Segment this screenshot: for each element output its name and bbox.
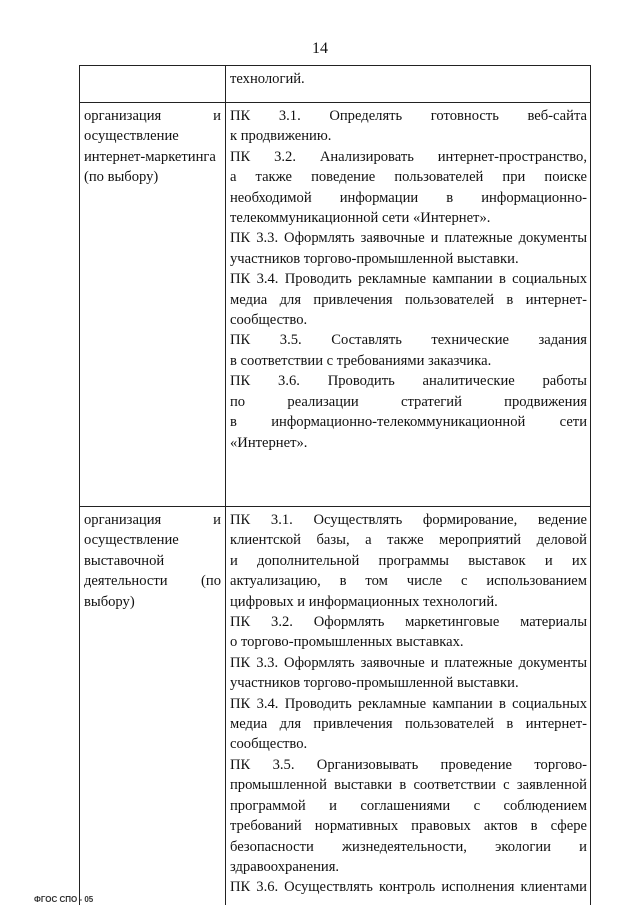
text-line: а также поведение пользователей при поиске [230,169,587,186]
text-line: ПК 3.1. Определять готовность веб-сайта [230,108,587,124]
text-line: программой и соглашениями с соблюдением [230,797,587,814]
text-line: ПК 3.5. Организовывать проведение торгово- [230,756,587,773]
text-line: и дополнительной программы выставок и их [230,552,587,569]
text-line: интернет-маркетинга [84,148,216,165]
table-row [80,103,590,507]
text-line: ПК 3.6. Осуществлять контроль исполнения клиентами [230,879,587,896]
text-line: (по выбору) [84,169,159,186]
text-line: организация и [84,108,221,124]
text-line: выставочной [84,552,165,569]
text-line: сообщество. [230,736,308,753]
text-line: в соответствии с требованиями заказчика. [230,352,492,369]
text-line: актуализацию, в том числе с использованием [230,573,587,590]
text-line: ПК 3.2. Анализировать интернет-пространство, [230,148,587,165]
text-line: к продвижению. [230,128,332,145]
text-line: ПК 3.5. Составлять технические задания [230,332,587,349]
text-line: здравоохранения. [230,858,340,875]
table-row [80,66,590,103]
text-line: о торгово-промышленных выставках. [230,634,464,651]
text-line: промышленной выставки в соответствии с заявленной [230,777,587,794]
text-line: ПК 3.3. Оформлять заявочные и платежные документы [230,230,587,247]
text-line: сообщество. [230,312,308,329]
text-line: участников торгово-промышленной выставки. [230,675,519,692]
text-line: безопасности жизнедеятельности, экологии и [230,838,587,855]
text-line: ПК 3.2. Оформлять маркетинговые материалы [230,614,587,631]
text-line: участников торгово-промышленной выставки. [230,250,519,267]
text-line: требований нормативных правовых актов в сфере [230,818,587,835]
text-line: технологий. [230,71,305,87]
text-line: клиентской базы, а также мероприятий деловой [230,532,587,549]
text-line: ПК 3.4. Проводить рекламные кампании в социальных [230,271,587,288]
text-line: медиа для привлечения пользователей в интернет- [230,291,587,308]
activity-cell [80,66,226,102]
footer-code: ФГОС СПО - 05 [34,895,94,904]
competency-cell [226,507,590,905]
text-line: необходимой информации в информационно- [230,189,587,206]
table-row [80,507,590,905]
text-line: цифровых и информационных технологий. [230,593,498,610]
text-line: ПК 3.4. Проводить рекламные кампании в социальных [230,695,587,712]
text-line: осуществление [84,532,179,549]
text-line: выбору) [84,593,135,610]
text-line: ПК 3.3. Оформлять заявочные и платежные документы [230,654,587,671]
text-line: ПК 3.1. Осуществлять формирование, ведение [230,512,587,528]
text-line: телекоммуникационной сети «Интернет». [230,210,491,227]
text-line: осуществление [84,128,179,145]
text-line: медиа для привлечения пользователей в интернет- [230,716,587,733]
competency-cell [226,103,590,506]
text-line: в информационно-телекоммуникационной сети [230,414,587,431]
competency-cell [226,66,590,102]
text-line: по реализации стратегий продвижения [230,393,587,410]
text-line: организация и [84,512,221,528]
competency-table [79,65,591,905]
activity-cell [80,507,226,905]
page-number: 14 [312,40,328,57]
text-line: «Интернет». [230,434,308,451]
text-line: ПК 3.6. Проводить аналитические работы [230,373,587,390]
activity-cell [80,103,226,506]
text-line: деятельности (по [84,573,221,590]
